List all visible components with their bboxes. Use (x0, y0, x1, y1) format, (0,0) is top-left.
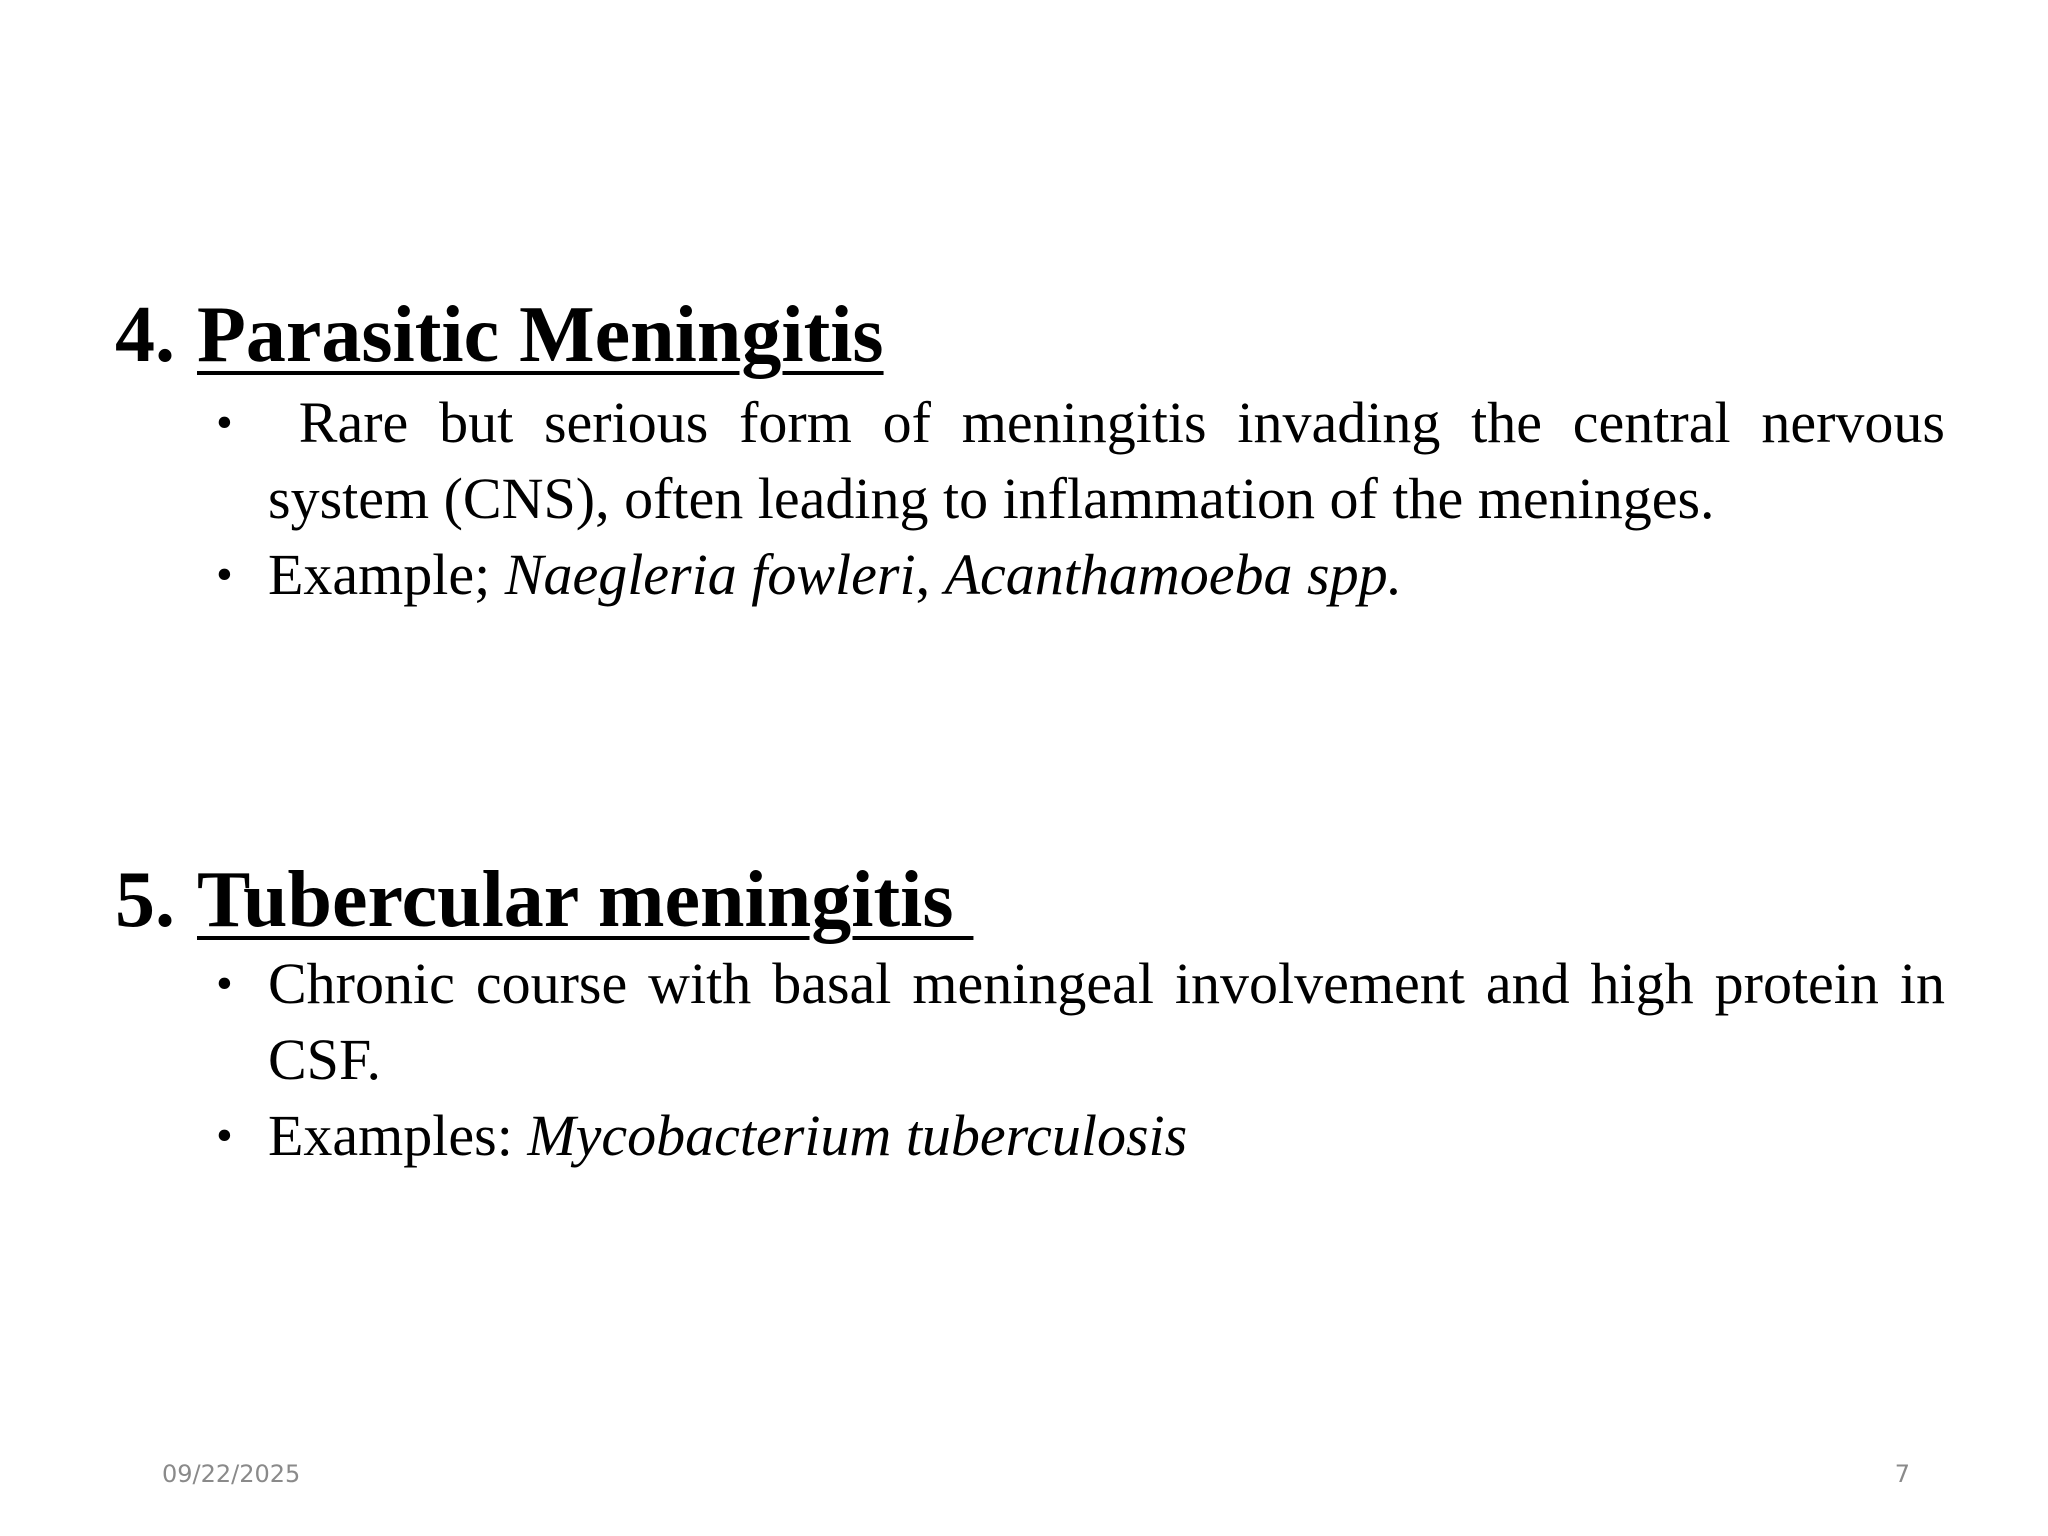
bullet-separator: , (915, 542, 945, 607)
organism-name: Naegleria fowleri (504, 542, 916, 607)
bullet-icon: • (216, 396, 233, 449)
organism-name: Acanthamoeba spp. (944, 542, 1403, 607)
section-number: 4. (115, 291, 175, 379)
bullet-icon: • (216, 957, 233, 1010)
page-number: 7 (1894, 1460, 1910, 1488)
organism-name: Mycobacterium tuberculosis (527, 1103, 1188, 1168)
bullet-item (216, 946, 1945, 1098)
bullet-list (216, 385, 1960, 613)
section-title: Parasitic Meningitis (197, 291, 884, 379)
section-heading (115, 852, 1945, 948)
bullet-icon: • (216, 548, 233, 601)
bullet-item (216, 385, 1960, 537)
section-title: Tubercular meningitis (197, 856, 974, 944)
section-number: 5. (115, 856, 175, 944)
section-parasitic-meningitis (115, 287, 1960, 613)
bullet-prefix: Examples: (268, 1103, 528, 1168)
bullet-item (216, 537, 1945, 613)
bullet-prefix: Example; (268, 542, 505, 607)
bullet-text: Rare but serious form of meningitis invading the central nervous system (CNS), often leading to inflammation of the meninges. (268, 390, 1960, 531)
section-tubercular-meningitis (115, 852, 1945, 1174)
bullet-icon: • (216, 1109, 233, 1162)
footer-date: 09/22/2025 (162, 1460, 301, 1488)
bullet-text: Chronic course with basal meningeal involvement and high protein in CSF. (268, 951, 1945, 1092)
bullet-item (216, 1098, 1945, 1174)
section-heading (115, 287, 1945, 383)
bullet-list (216, 946, 1945, 1174)
